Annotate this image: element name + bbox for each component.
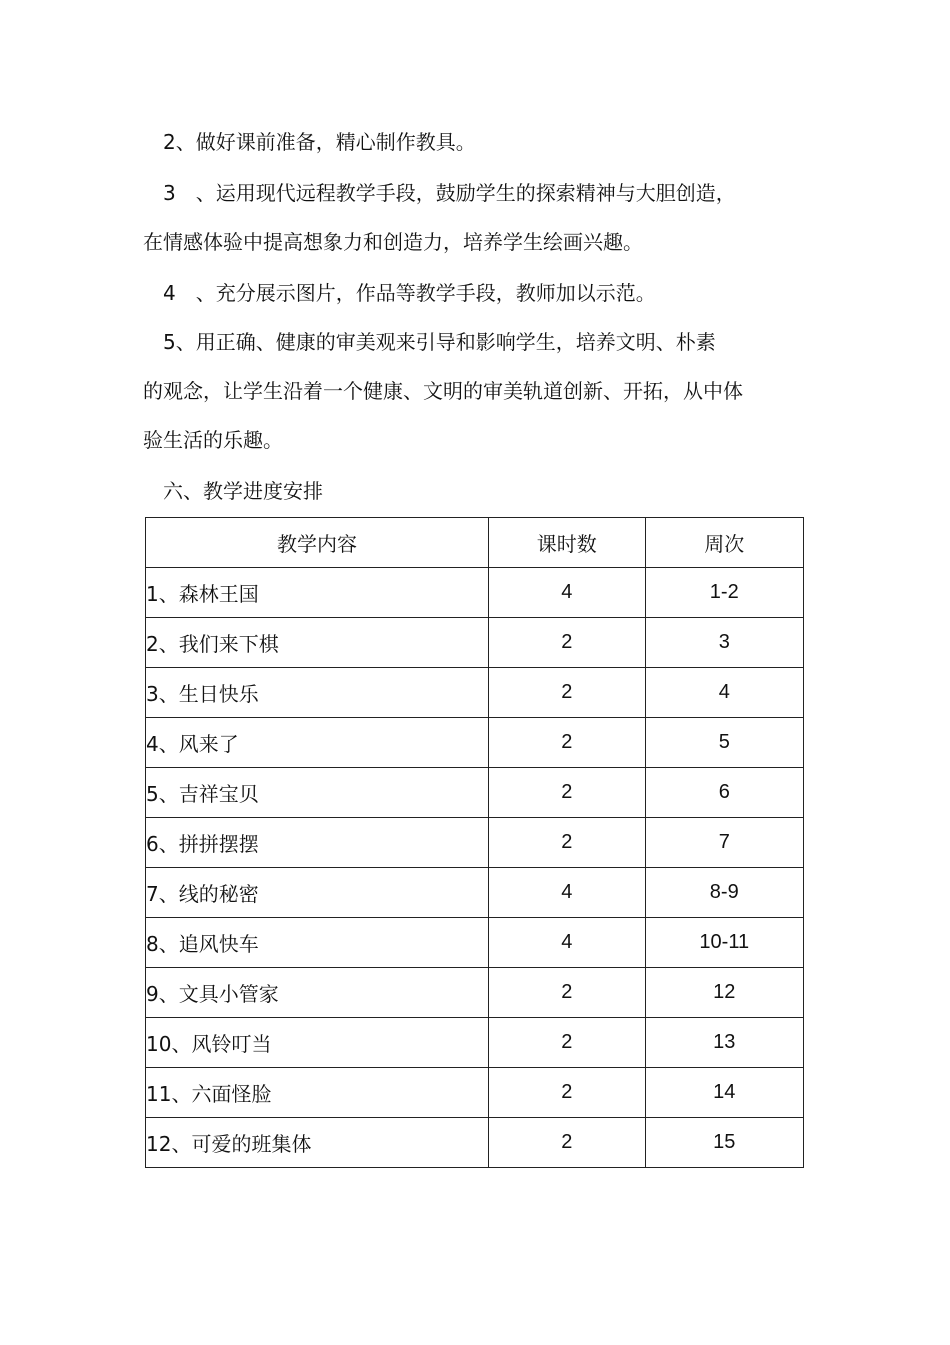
lesson-name: 6、拼拼摆摆 xyxy=(146,818,489,868)
table-row xyxy=(146,1068,804,1118)
lesson-hours: 2 xyxy=(489,618,645,668)
table-row xyxy=(146,718,804,768)
paragraph-item-2 xyxy=(143,118,783,167)
section-heading xyxy=(143,467,783,516)
table-row xyxy=(146,818,804,868)
table-row xyxy=(146,568,804,618)
paragraph-line: 在情感体验中提高想象力和创造力，培养学生绘画兴趣。 xyxy=(143,230,643,254)
lesson-week: 10-11 xyxy=(645,918,804,968)
lesson-name: 5、吉祥宝贝 xyxy=(146,768,489,818)
table-row xyxy=(146,868,804,918)
paragraph-item-3 xyxy=(143,169,783,267)
lesson-name: 7、线的秘密 xyxy=(146,868,489,918)
lesson-name: 3、生日快乐 xyxy=(146,668,489,718)
header-week: 周次 xyxy=(645,518,804,568)
lesson-week: 13 xyxy=(645,1018,804,1068)
table-row xyxy=(146,618,804,668)
paragraph-item-5 xyxy=(143,318,783,465)
header-content: 教学内容 xyxy=(146,518,489,568)
lesson-hours: 4 xyxy=(489,868,645,918)
table-row xyxy=(146,968,804,1018)
lesson-week: 1-2 xyxy=(645,568,804,618)
lesson-name: 4、风来了 xyxy=(146,718,489,768)
lesson-week: 12 xyxy=(645,968,804,1018)
lesson-hours: 2 xyxy=(489,1018,645,1068)
lesson-week: 7 xyxy=(645,818,804,868)
lesson-hours: 4 xyxy=(489,568,645,618)
table-row xyxy=(146,768,804,818)
lesson-hours: 4 xyxy=(489,918,645,968)
lesson-name: 12、可爱的班集体 xyxy=(146,1118,489,1168)
paragraph-item-4 xyxy=(143,269,783,318)
section-heading-text: 六、教学进度安排 xyxy=(143,479,323,503)
table-row xyxy=(146,918,804,968)
lesson-name: 1、森林王国 xyxy=(146,568,489,618)
paragraph-line: 2、做好课前准备，精心制作教具。 xyxy=(143,130,476,154)
table-row xyxy=(146,1018,804,1068)
paragraph-line: 3 、运用现代远程教学手段，鼓励学生的探索精神与大胆创造， xyxy=(143,181,736,205)
lesson-week: 6 xyxy=(645,768,804,818)
table-row xyxy=(146,1118,804,1168)
paragraph-line: 验生活的乐趣。 xyxy=(143,428,283,452)
schedule-table xyxy=(145,517,804,1168)
lesson-week: 5 xyxy=(645,718,804,768)
lesson-week: 4 xyxy=(645,668,804,718)
lesson-name: 10、风铃叮当 xyxy=(146,1018,489,1068)
table-header-row xyxy=(146,518,804,568)
lesson-hours: 2 xyxy=(489,818,645,868)
lesson-name: 8、追风快车 xyxy=(146,918,489,968)
paragraph-line: 的观念，让学生沿着一个健康、文明的审美轨道创新、开拓，从中体 xyxy=(143,379,743,403)
paragraph-line: 4 、充分展示图片，作品等教学手段，教师加以示范。 xyxy=(143,281,656,305)
lesson-hours: 2 xyxy=(489,768,645,818)
lesson-name: 2、我们来下棋 xyxy=(146,618,489,668)
lesson-hours: 2 xyxy=(489,1068,645,1118)
table-row xyxy=(146,668,804,718)
lesson-name: 11、六面怪脸 xyxy=(146,1068,489,1118)
paragraph-line: 5、用正确、健康的审美观来引导和影响学生，培养文明、朴素 xyxy=(143,330,716,354)
lesson-hours: 2 xyxy=(489,718,645,768)
lesson-hours: 2 xyxy=(489,968,645,1018)
lesson-name: 9、文具小管家 xyxy=(146,968,489,1018)
header-hours: 课时数 xyxy=(489,518,645,568)
lesson-week: 3 xyxy=(645,618,804,668)
lesson-week: 14 xyxy=(645,1068,804,1118)
lesson-week: 15 xyxy=(645,1118,804,1168)
lesson-hours: 2 xyxy=(489,668,645,718)
lesson-hours: 2 xyxy=(489,1118,645,1168)
lesson-week: 8-9 xyxy=(645,868,804,918)
